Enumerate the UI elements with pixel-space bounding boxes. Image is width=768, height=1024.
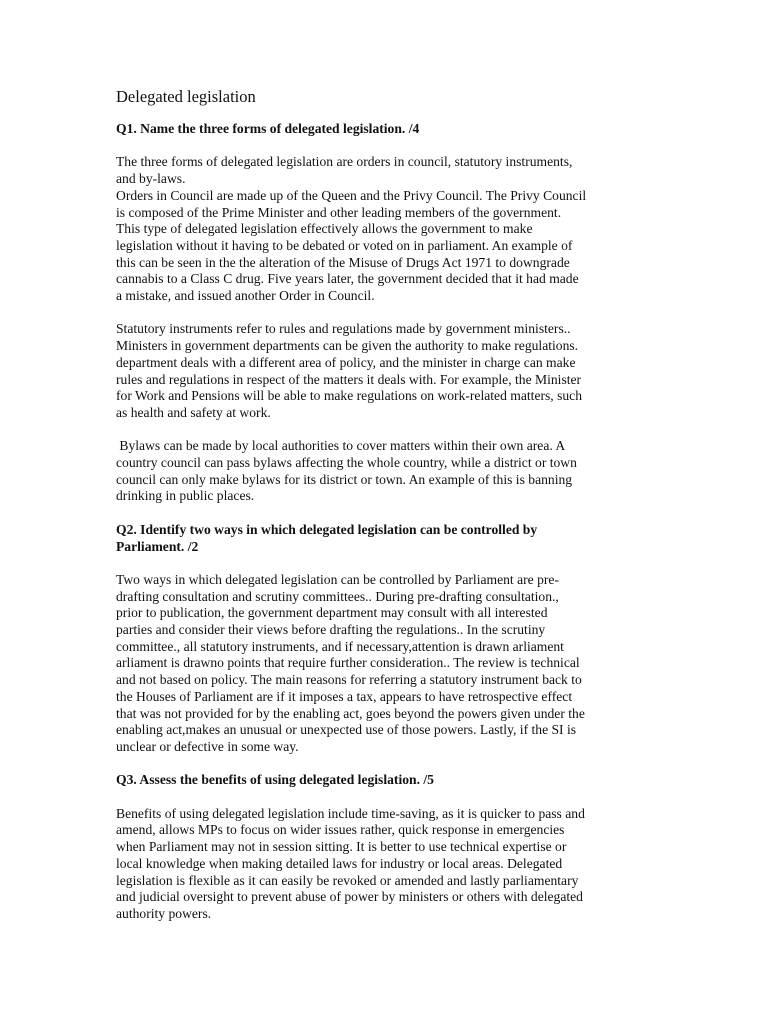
text-line: Two ways in which delegated legislation can be controlled by Parliament are pre- — [116, 571, 559, 587]
q1-answer-paragraph-2 — [116, 321, 656, 421]
text-line: that was not provided for by the enabling act, goes beyond the powers given under the — [116, 705, 585, 721]
text-line: prior to publication, the government department may consult with all interested — [116, 605, 548, 621]
text-line: country council can pass bylaws affecting the whole country, while a district or town — [116, 455, 577, 471]
text-line: when Parliament may not in session sitting. It is better to use technical expertise or — [116, 839, 567, 855]
text-line: Benefits of using delegated legislation include time-saving, as it is quicker to pass and — [116, 805, 585, 821]
text-line: and not based on policy. The main reasons for referring a statutory instrument back to — [116, 672, 582, 688]
q3-answer-paragraph-1 — [116, 806, 656, 923]
text-line: authority powers. — [116, 905, 212, 921]
paragraph-gap — [116, 422, 656, 439]
text-line: This type of delegated legislation effectively allows the government to make — [116, 221, 533, 237]
text-line: this can be seen in the the alteration of the Misuse of Drugs Act 1971 to downgrade — [116, 254, 570, 270]
text-line: a mistake, and issued another Order in Council. — [116, 288, 375, 304]
text-line: enabling act,makes an unusual or unexpected use of those powers. Lastly, if the SI is — [116, 722, 577, 738]
q1-answer-paragraph-3 — [116, 438, 656, 505]
text-line: and judicial oversight to prevent abuse of power by ministers or others with delegated — [116, 889, 583, 905]
question-line: Q2. Identify two ways in which delegated legislation can be controlled by — [116, 521, 538, 537]
text-line: and by-laws. — [116, 171, 186, 187]
paragraph-gap — [116, 756, 656, 773]
question-2 — [116, 522, 656, 555]
text-line: unclear or defective in some way. — [116, 738, 299, 754]
document-page — [116, 86, 656, 923]
text-line: rules and regulations in respect of the matters it deals with. For example, the Minister — [116, 371, 582, 387]
text-line: as health and safety at work. — [116, 404, 271, 420]
text-line: the Houses of Parliament are if it imposes a tax, appears to have retrospective effect — [116, 688, 573, 704]
document-title: Delegated legislation — [116, 87, 256, 106]
text-line: amend, allows MPs to focus on wider issues rather, quick response in emergencies — [116, 822, 565, 838]
text-line: for Work and Pensions will be able to make regulations on work-related matters, such — [116, 388, 583, 404]
paragraph-gap — [116, 505, 656, 522]
text-line: legislation without it having to be debated or voted on in parliament. An example of — [116, 237, 573, 253]
question-3: Q3. Assess the benefits of using delegated legislation. /5 — [116, 772, 434, 788]
q2-answer-paragraph-1 — [116, 572, 656, 756]
text-line: parties and consider their views before drafting the regulations.. In the scrutiny — [116, 622, 546, 638]
text-line: The three forms of delegated legislation are orders in council, statutory instruments, — [116, 154, 573, 170]
text-line: Bylaws can be made by local authorities to cover matters within their own area. A — [116, 438, 566, 454]
text-line: drinking in public places. — [116, 488, 255, 504]
question-line: Parliament. /2 — [116, 538, 199, 554]
q1-answer-paragraph-1 — [116, 154, 656, 304]
text-line: cannabis to a Class C drug. Five years later, the government decided that it had made — [116, 271, 579, 287]
text-line: department deals with a different area of policy, and the minister in charge can make — [116, 354, 576, 370]
text-line: arliament is drawno points that require further consideration.. The review is technical — [116, 655, 580, 671]
text-line: drafting consultation and scrutiny committees.. During pre-drafting consultation., — [116, 588, 559, 604]
text-line: Statutory instruments refer to rules and regulations made by government ministers.. — [116, 321, 571, 337]
text-line: legislation is flexible as it can easily be revoked or amended and lastly parliamentary — [116, 872, 579, 888]
text-line: local knowledge when making detailed laws for industry or local areas. Delegated — [116, 855, 563, 871]
text-line: Orders in Council are made up of the Queen and the Privy Council. The Privy Council — [116, 187, 587, 203]
text-line: committee., all statutory instruments, and if necessary,attention is drawn arliament — [116, 638, 564, 654]
paragraph-gap — [116, 305, 656, 322]
question-1: Q1. Name the three forms of delegated legislation. /4 — [116, 121, 420, 136]
text-line: is composed of the Prime Minister and other leading members of the government. — [116, 204, 562, 220]
text-line: council can only make bylaws for its district or town. An example of this is banning — [116, 471, 573, 487]
text-line: Ministers in government departments can be given the authority to make regulations. — [116, 338, 579, 354]
